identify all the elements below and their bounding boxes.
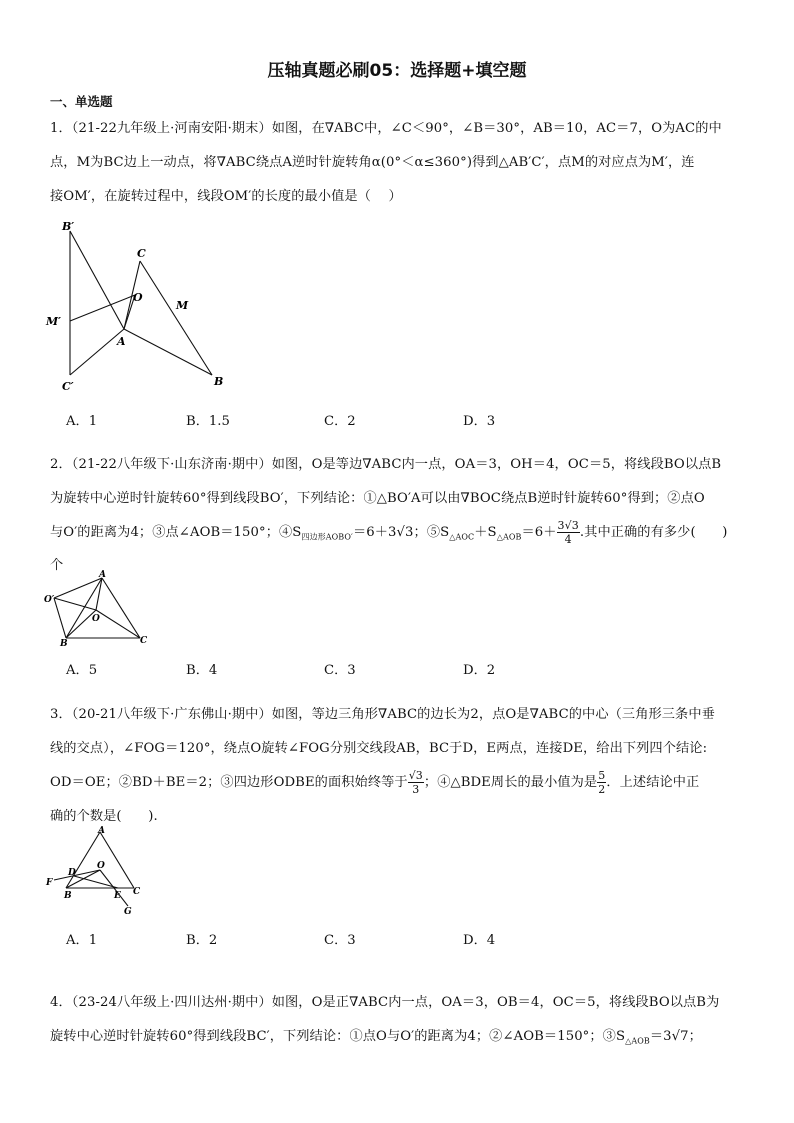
- q1-line-2: 点，M为BC边上一动点，将∇ABC绕点A逆时针旋转角α(0°＜α≤360°)得到△AB′C′，点M的对应点为M′，连: [50, 155, 695, 170]
- q3-label-f: F: [46, 878, 53, 888]
- q1-label-m-prime: M′: [46, 315, 62, 328]
- q1-label-o: O: [133, 291, 143, 304]
- question-3-text: [50, 698, 750, 834]
- section-heading: 一、单选题: [50, 94, 113, 109]
- q2-option-a[interactable]: A．5: [66, 663, 98, 678]
- q2-line-2: 为旋转中心逆时针旋转60°得到线段BO′，下列结论：①△BO′A可以由∇BOC绕点B逆时针旋转60°得到；②点O: [50, 491, 705, 506]
- q3-line-2: 线的交点），∠FOG＝120°，绕点O旋转∠FOG分别交线段AB，BC于D，E两点，连接DE，给出下列四个结论:: [50, 741, 708, 756]
- q1-label-a: A: [117, 335, 126, 348]
- q2-fraction: $\frac{3√3}{4}$: [557, 519, 579, 546]
- q3-figure: [42, 824, 152, 916]
- q3-fraction-1: $\frac{√3}{3}$: [408, 769, 423, 796]
- q2-figure: [40, 568, 160, 648]
- q1-line-1: 1．（21-22九年级上·河南安阳·期末）如图，在∇ABC中，∠C＜90°，∠B＝30°，AB＝10，AC＝7，O为AC的中: [50, 121, 722, 136]
- q3-label-g: G: [124, 907, 132, 916]
- q2-line-3: 与O′的距离为4；③点∠AOB＝150°；$④S_{四边形AOBO'}=6+3√3$；$⑤S_{\triangle AOC}+S_{\triangle AOB}=6+$ $\frac{3√3}{4}$ .其中正确的有多少( ): [50, 519, 728, 546]
- q1-label-c: C: [137, 247, 146, 260]
- q3-line-4: 确的个数是( ).: [50, 809, 158, 824]
- q3-fraction-2: $\frac{5}{2}$: [598, 769, 606, 796]
- q3-label-a: A: [98, 826, 105, 836]
- q3-label-b: B: [64, 891, 72, 901]
- question-2-text: [50, 448, 750, 583]
- q3-line-1: 3．（20-21八年级下·广东佛山·期中）如图，等边三角形∇ABC的边长为2，点O是∇ABC的中心（三角形三条中垂: [50, 707, 715, 722]
- q3-option-c[interactable]: C．3: [324, 933, 356, 948]
- q2-label-c: C: [140, 636, 148, 646]
- q4-line-2: 旋转中心逆时针旋转60°得到线段BC′，下列结论：①点O与O′的距离为4；②∠AOB＝150°；$③S_{\triangle AOB}=3√7$；: [50, 1029, 702, 1046]
- q1-label-c-prime: C′: [62, 380, 74, 393]
- q3-option-a[interactable]: A．1: [66, 933, 98, 948]
- q3-label-d: D: [68, 868, 76, 878]
- q1-option-b[interactable]: B．1.5: [186, 414, 230, 429]
- question-4-text: [50, 986, 750, 1059]
- q3-option-b[interactable]: B．2: [186, 933, 218, 948]
- q1-option-c[interactable]: C．2: [324, 414, 356, 429]
- q3-label-c: C: [133, 887, 141, 897]
- q2-option-d[interactable]: D．2: [463, 663, 496, 678]
- q2-label-a: A: [99, 570, 106, 580]
- question-1-text: [50, 112, 750, 214]
- q2-line-4: 个: [50, 557, 64, 573]
- q3-label-e: E: [114, 891, 121, 901]
- q2-label-o: O: [92, 614, 100, 624]
- q3-line-3: OD＝OE；②BD＋BE＝2；③四边形ODBE的面积始终等于 $\frac{√3}{3}$ ；④△BDE周长的最小值为是 $\frac{5}{2}$ ．上述结论中正: [50, 769, 700, 796]
- q2-label-o-prime: O′: [44, 595, 55, 605]
- q1-label-b-prime: B′: [62, 220, 75, 233]
- q3-label-o: O: [97, 861, 105, 871]
- q2-option-b[interactable]: B．4: [186, 663, 218, 678]
- q1-label-b: B: [214, 375, 224, 388]
- q2-label-b: B: [60, 639, 68, 648]
- q2-line-1: 2．（21-22八年级下·山东济南·期中）如图，O是等边∇ABC内一点，OA＝3，OH＝4，OC＝5，将线段BO以点B: [50, 457, 722, 472]
- q1-line-3: 接OM′，在旋转过程中，线段OM′的长度的最小值是（ ）: [50, 189, 402, 204]
- q1-option-d[interactable]: D．3: [463, 414, 496, 429]
- q1-label-m: M: [176, 299, 189, 312]
- q2-option-c[interactable]: C．3: [324, 663, 356, 678]
- q4-line-1: 4．（23-24八年级上·四川达州·期中）如图，O是正∇ABC内一点，OA＝3，OB＝4，OC＝5，将线段BO以点B为: [50, 995, 720, 1010]
- q1-figure: [40, 215, 240, 395]
- q3-option-d[interactable]: D．4: [463, 933, 496, 948]
- page-title: 压轴真题必刷05：选择题+填空题: [267, 61, 527, 81]
- q1-option-a[interactable]: A．1: [66, 414, 98, 429]
